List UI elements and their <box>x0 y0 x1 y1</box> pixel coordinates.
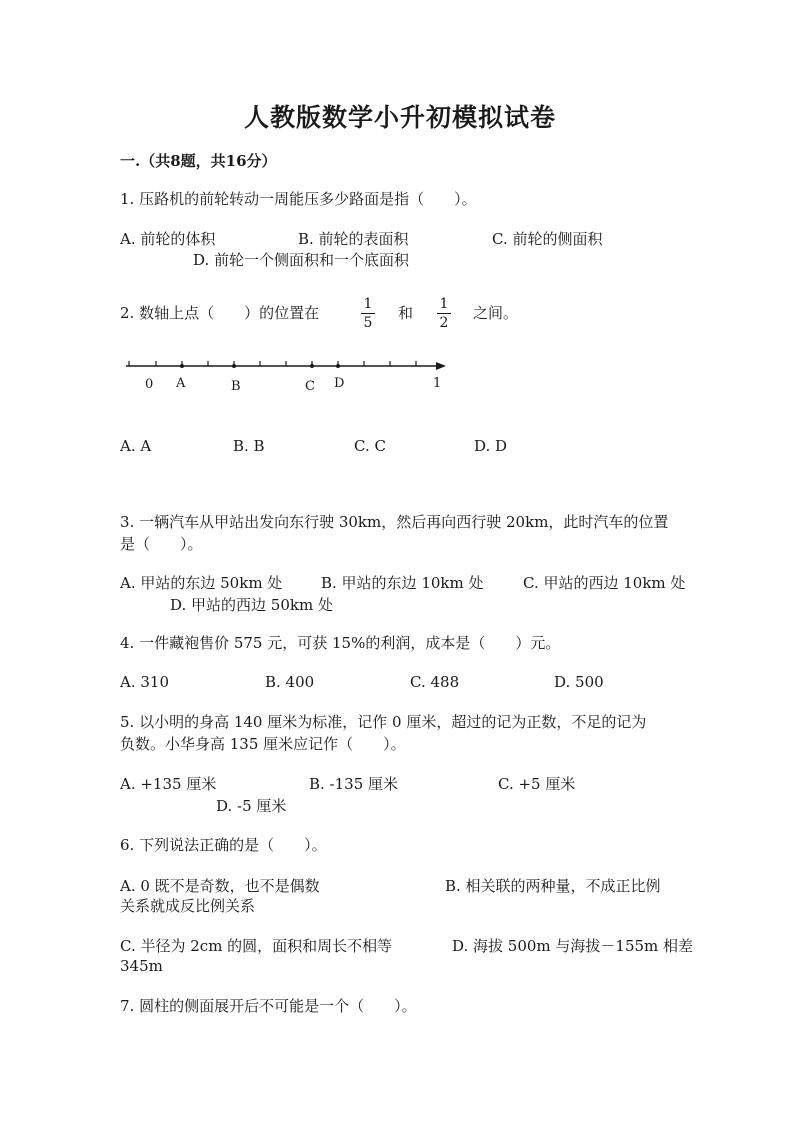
label-zero: 0 <box>145 377 154 392</box>
question-1-option-b: B. 前轮的表面积 <box>298 230 409 248</box>
question-2-text: 2. 数轴上点（ ）的位置在 <box>120 304 320 322</box>
question-2-option-d: D. D <box>474 437 508 455</box>
question-4-text: 4. 一件藏袍售价 575 元，可获 15%的利润，成本是（ ）元。 <box>120 634 561 652</box>
question-5-text-line2: 负数。小华身高 135 厘米应记作（ ）。 <box>120 735 406 753</box>
point-b-dot <box>232 364 236 368</box>
question-6-option-b-line1: B. 相关联的两种量，不成正比例 <box>445 877 661 895</box>
question-6-option-b-line2: 关系就成反比例关系 <box>120 897 256 915</box>
question-5-text-line1: 5. 以小明的身高 140 厘米为标准，记作 0 厘米，超过的记为正数，不足的记为 <box>120 713 647 731</box>
question-5-option-c: C. +5 厘米 <box>498 775 576 793</box>
question-6-option-d-line1: D. 海拔 500m 与海拔－155m 相差 <box>452 937 694 955</box>
question-6-option-c: C. 半径为 2cm 的圆，面积和周长不相等 <box>120 937 393 955</box>
question-4-option-a: A. 310 <box>120 673 169 691</box>
question-3-text-line2: 是（ ）。 <box>120 535 203 553</box>
point-a-dot <box>180 364 184 368</box>
number-line-arrow <box>436 362 446 370</box>
fraction-numerator: 1 <box>439 296 449 312</box>
point-c-dot <box>310 364 314 368</box>
question-3-text-line1: 3. 一辆汽车从甲站出发向东行驶 30km，然后再向西行驶 20km，此时汽车的位置 <box>120 513 669 531</box>
question-1-option-c: C. 前轮的侧面积 <box>492 230 603 248</box>
question-3-option-d: D. 甲站的西边 50km 处 <box>170 596 333 614</box>
number-line-ticks <box>129 361 416 366</box>
question-7-text: 7. 圆柱的侧面展开后不可能是一个（ ）。 <box>120 997 417 1015</box>
section-heading: 一.（共8题，共16分） <box>120 152 277 170</box>
question-3-option-c: C. 甲站的西边 10km 处 <box>523 574 686 592</box>
question-1-text: 1. 压路机的前轮转动一周能压多少路面是指（ ）。 <box>120 190 477 208</box>
fraction-one-half <box>437 296 451 331</box>
question-4-option-d: D. 500 <box>554 673 604 691</box>
question-1-option-a: A. 前轮的体积 <box>120 230 216 248</box>
number-line <box>120 355 460 400</box>
fraction-denominator: 2 <box>439 315 449 331</box>
question-4-option-b: B. 400 <box>265 673 315 691</box>
fraction-denominator: 5 <box>363 315 373 331</box>
fraction-numerator: 1 <box>363 296 373 312</box>
label-a: A <box>176 376 186 391</box>
question-5-option-a: A. +135 厘米 <box>120 775 217 793</box>
question-1-option-d: D. 前轮一个侧面积和一个底面积 <box>193 251 410 269</box>
point-d-dot <box>336 364 340 368</box>
question-2-and: 和 <box>398 304 414 322</box>
fraction-one-fifth <box>361 296 375 331</box>
question-3-option-a: A. 甲站的东边 50km 处 <box>120 574 283 592</box>
page-title: 人教版数学小升初模拟试卷 <box>243 103 556 132</box>
question-2-option-a: A. A <box>120 437 152 455</box>
fraction-bar <box>361 313 375 314</box>
question-2-text-after: 之间。 <box>473 304 519 322</box>
question-5-option-b: B. -135 厘米 <box>309 775 399 793</box>
question-6-option-d-line2: 345m <box>120 957 163 975</box>
question-3-option-b: B. 甲站的东边 10km 处 <box>321 574 484 592</box>
label-one: 1 <box>433 376 442 391</box>
label-d: D <box>334 376 345 391</box>
question-6-text: 6. 下列说法正确的是（ ）。 <box>120 836 327 854</box>
question-5-option-d: D. -5 厘米 <box>216 797 287 815</box>
question-4-option-c: C. 488 <box>410 673 460 691</box>
question-2-option-b: B. B <box>233 437 265 455</box>
fraction-bar <box>437 313 451 314</box>
label-c: C <box>305 379 315 394</box>
question-6-option-a: A. 0 既不是奇数，也不是偶数 <box>120 877 320 895</box>
question-2-option-c: C. C <box>354 437 386 455</box>
label-b: B <box>231 379 241 394</box>
